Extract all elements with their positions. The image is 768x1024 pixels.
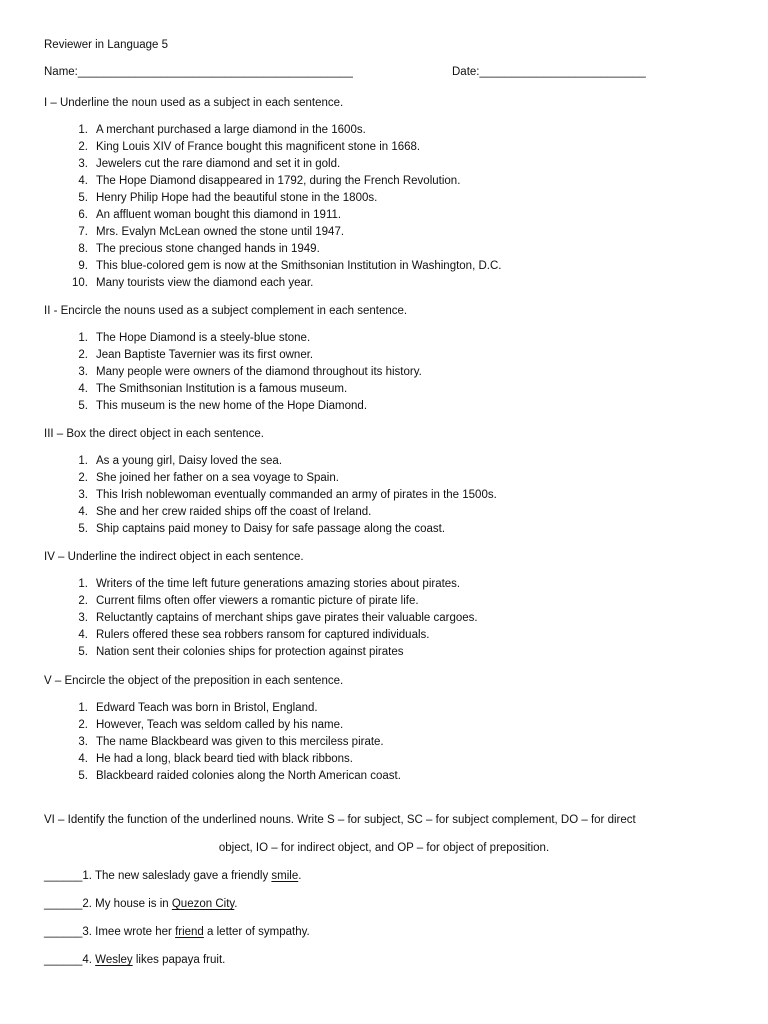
question-item (44, 156, 744, 173)
section-heading-iv: IV – Underline the indirect object in each sentence. (44, 551, 304, 563)
question-number: 2. (78, 595, 88, 607)
question-number: 1. (78, 578, 88, 590)
question-item (44, 398, 744, 415)
question-number: 7. (78, 226, 88, 238)
underlined-noun: Quezon City (171, 898, 235, 910)
section-heading-i: I – Underline the noun used as a subject in each sentence. (44, 97, 344, 109)
question-number: 8. (78, 243, 88, 255)
question-sentence: Henry Philip Hope had the beautiful stone in the 1800s. (96, 192, 378, 204)
question-sentence: Rulers offered these sea robbers ransom for captured individuals. (96, 629, 430, 641)
question-number: 2. (78, 472, 88, 484)
question-number: 4. (78, 383, 88, 395)
question-sentence: As a young girl, Daisy loved the sea. (96, 455, 283, 467)
question-sentence: This blue-colored gem is now at the Smithsonian Institution in Washington, D.C. (96, 260, 502, 272)
question-sentence: Nation sent their colonies ships for protection against pirates (96, 646, 404, 658)
answer-blank: ______ (44, 870, 83, 882)
name-field-line: Name:___________________________________________ (44, 66, 353, 78)
question-list (44, 122, 744, 292)
question-item (44, 768, 744, 785)
question-number: 1. (78, 455, 88, 467)
section-i (44, 95, 744, 292)
identify-item (44, 868, 301, 885)
underlined-noun: smile (271, 870, 299, 882)
question-list (44, 700, 744, 785)
question-sentence: Reluctantly captains of merchant ships gave pirates their valuable cargoes. (96, 612, 478, 624)
section-v (44, 673, 744, 785)
section-heading-ii: II - Encircle the nouns used as a subject complement in each sentence. (44, 305, 408, 317)
question-number: 3. (78, 158, 88, 170)
section-heading-vi: VI – Identify the function of the underlined nouns. Write S – for subject, SC – for subject complement, DO – for direct (44, 814, 636, 826)
item-text-after: . (298, 870, 302, 882)
question-item (44, 258, 744, 275)
question-sentence: The Smithsonian Institution is a famous museum. (96, 383, 348, 395)
question-sentence: A merchant purchased a large diamond in the 1600s. (96, 124, 366, 136)
question-sentence: This museum is the new home of the Hope Diamond. (96, 400, 368, 412)
question-list (44, 330, 744, 415)
question-item (44, 504, 744, 521)
question-sentence: Ship captains paid money to Daisy for safe passage along the coast. (96, 523, 446, 535)
question-number: 3. (78, 489, 88, 501)
section-iii (44, 426, 744, 538)
question-sentence: Current films often offer viewers a romantic picture of pirate life. (96, 595, 419, 607)
question-number: 1. (78, 332, 88, 344)
question-item (44, 521, 744, 538)
question-sentence: Many people were owners of the diamond throughout its history. (96, 366, 422, 378)
question-item (44, 453, 744, 470)
question-number: 5. (78, 192, 88, 204)
underlined-noun: friend (175, 926, 204, 938)
identify-item (44, 896, 238, 913)
question-item (44, 470, 744, 487)
item-text-after: a letter of sympathy. (203, 926, 310, 938)
question-item (44, 734, 744, 751)
question-sentence: Edward Teach was born in Bristol, England. (96, 702, 318, 714)
question-number: 5. (78, 770, 88, 782)
section-heading-vi-continued: object, IO – for indirect object, and OP – for object of preposition. (218, 842, 550, 854)
question-sentence: An affluent woman bought this diamond in 1911. (96, 209, 342, 221)
item-text-before: 2. My house is in (82, 898, 172, 910)
item-text-before: 4. (82, 954, 96, 966)
question-sentence: Mrs. Evalyn McLean owned the stone until 1947. (96, 226, 345, 238)
question-list (44, 453, 744, 538)
question-sentence: She and her crew raided ships off the coast of Ireland. (96, 506, 372, 518)
question-number: 4. (78, 506, 88, 518)
question-sentence: Many tourists view the diamond each year. (96, 277, 314, 289)
question-number: 5. (78, 523, 88, 535)
question-item (44, 644, 744, 661)
section-heading-iii: III – Box the direct object in each sentence. (44, 428, 264, 440)
question-number: 4. (78, 753, 88, 765)
answer-blank: ______ (44, 898, 83, 910)
section-iv (44, 549, 744, 661)
question-item (44, 347, 744, 364)
item-text-before: 1. The new saleslady gave a friendly (82, 870, 272, 882)
document-title: Reviewer in Language 5 (44, 39, 169, 51)
question-number: 5. (78, 646, 88, 658)
question-number: 2. (78, 349, 88, 361)
question-sentence: This Irish noblewoman eventually commanded an army of pirates in the 1500s. (96, 489, 497, 501)
question-item (44, 139, 744, 156)
question-item (44, 627, 744, 644)
question-number: 2. (78, 719, 88, 731)
question-item (44, 224, 744, 241)
identify-item (44, 924, 310, 941)
question-number: 5. (78, 400, 88, 412)
question-item (44, 610, 744, 627)
question-number: 2. (78, 141, 88, 153)
underlined-noun: Wesley (95, 954, 133, 966)
question-item (44, 717, 744, 734)
question-number: 6. (78, 209, 88, 221)
question-item (44, 700, 744, 717)
question-sentence: King Louis XIV of France bought this magnificent stone in 1668. (96, 141, 421, 153)
question-sentence: She joined her father on a sea voyage to Spain. (96, 472, 339, 484)
question-item (44, 364, 744, 381)
question-item (44, 275, 744, 292)
question-number: 1. (78, 124, 88, 136)
question-item (44, 173, 744, 190)
item-text-after: . (234, 898, 238, 910)
question-number: 3. (78, 366, 88, 378)
answer-blank: ______ (44, 954, 83, 966)
question-item (44, 190, 744, 207)
question-number: 3. (78, 736, 88, 748)
question-item (44, 381, 744, 398)
question-sentence: The precious stone changed hands in 1949. (96, 243, 320, 255)
question-sentence: Jewelers cut the rare diamond and set it in gold. (96, 158, 341, 170)
question-sentence: However, Teach was seldom called by his name. (96, 719, 344, 731)
question-number: 4. (78, 629, 88, 641)
question-item (44, 122, 744, 139)
question-list (44, 576, 744, 661)
question-number: 10. (72, 277, 88, 289)
question-sentence: The name Blackbeard was given to this merciless pirate. (96, 736, 384, 748)
section-ii (44, 303, 744, 415)
question-number: 3. (78, 612, 88, 624)
question-sentence: Jean Baptiste Tavernier was its first owner. (96, 349, 314, 361)
question-item (44, 487, 744, 504)
question-sentence: The Hope Diamond disappeared in 1792, during the French Revolution. (96, 175, 461, 187)
question-item (44, 576, 744, 593)
identify-item (44, 952, 225, 969)
question-sentence: The Hope Diamond is a steely-blue stone. (96, 332, 311, 344)
item-text-before: 3. Imee wrote her (82, 926, 176, 938)
question-item (44, 751, 744, 768)
item-text-after: likes papaya fruit. (132, 954, 226, 966)
question-item (44, 207, 744, 224)
question-item (44, 330, 744, 347)
question-number: 4. (78, 175, 88, 187)
question-sentence: Writers of the time left future generations amazing stories about pirates. (96, 578, 461, 590)
question-number: 1. (78, 702, 88, 714)
question-item (44, 593, 744, 610)
question-sentence: He had a long, black beard tied with black ribbons. (96, 753, 353, 765)
question-sentence: Blackbeard raided colonies along the North American coast. (96, 770, 401, 782)
section-heading-v: V – Encircle the object of the preposition in each sentence. (44, 675, 344, 687)
question-number: 9. (78, 260, 88, 272)
question-item (44, 241, 744, 258)
date-field-line: Date:__________________________ (452, 66, 646, 78)
answer-blank: ______ (44, 926, 83, 938)
